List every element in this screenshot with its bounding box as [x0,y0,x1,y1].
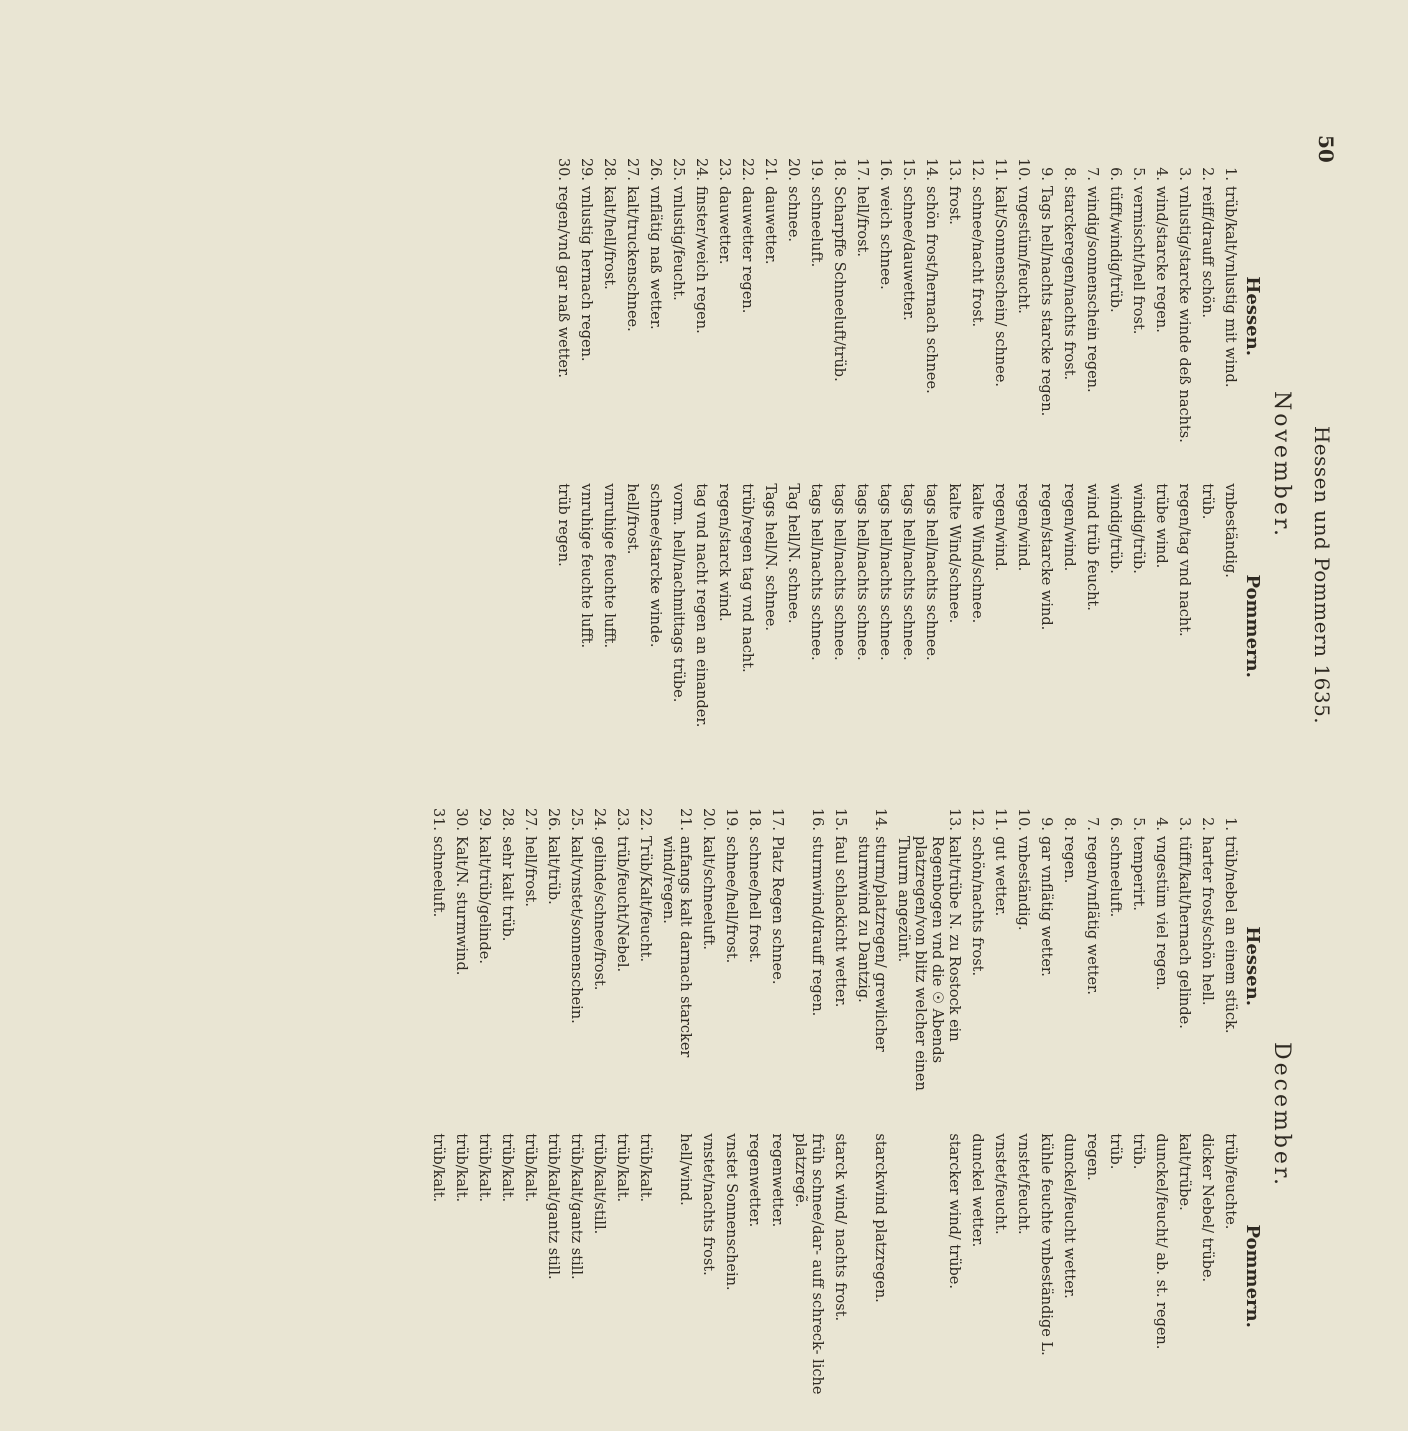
november-day-cell: 14. [923,157,939,181]
november-hessen-cell: regen/vnd gar naß wetter. [555,186,571,378]
december-hessen-cell: kalt/vnstet/sonnenschein. [568,836,584,1024]
november-pommern-cell: regen/wind. [1061,483,1077,572]
december-pommern-cell: dunckel/feucht/ ab. st. regen. [1153,1133,1169,1350]
november-row [669,155,686,775]
november-day-cell: 9. [1038,167,1054,181]
december-row [1129,805,1146,1425]
december-hessen-cell: regen/vnflätig wetter. [1084,836,1100,995]
december-row [1175,805,1192,1425]
november-pommern-cell: tag vnd nacht regen an einander. [693,483,709,728]
november-pommern-cell: tags hell/nachts schnee. [923,483,939,661]
november-title: November. [1269,391,1294,539]
november-pommern-cell: regen/tag vnd nacht. [1176,483,1192,637]
december-column-heads [1242,805,1263,1425]
december-row [991,805,1008,1425]
december-pommern-cell: starckwind platzregen. [872,1133,888,1303]
december-row [745,805,762,1425]
december-day-cell: 30. [453,807,469,831]
november-day-cell: 30. [555,157,571,181]
december-title: December. [1269,1041,1294,1189]
december-row [1221,805,1238,1425]
november-hessen-cell: windig/sonnenschein regen. [1084,186,1100,393]
december-hessen-cell: schneeluft. [1107,836,1123,918]
rotated-page [54,115,1354,1395]
page-number: 50 [1314,135,1338,163]
november-pommern-cell: wind trüb feucht. [1084,483,1100,611]
november-row [784,155,801,775]
november-hessen-cell: schnee. [785,186,801,243]
december-row [452,805,469,1425]
november-section [548,155,1294,775]
december-hessen-cell: schneeluft. [430,836,446,918]
november-hessen-cell: schön frost/hernach schnee. [923,186,939,394]
december-rows [429,805,1238,1425]
december-day-cell: 23. [614,807,630,831]
december-hessen-cell: kalt/schneeluft. [700,836,716,950]
december-hessen-cell: gelinde/schnee/frost. [591,836,607,991]
december-day-cell: 9. [1038,817,1054,831]
november-row [623,155,640,775]
december-day-cell: 6. [1107,817,1123,831]
november-hessen-cell: Scharpffe Schneeluft/trüb. [831,186,847,382]
december-row [659,805,693,1425]
december-row [1060,805,1077,1425]
december-day-cell: 16. [809,807,825,831]
december-pommern-cell: vnstet Sonnenschein. [723,1133,739,1291]
december-row [1083,805,1100,1425]
december-hessen-cell: kalt/trübe N. zu Rostock ein Regenbogen vnd die ☉ Abends platzregen/von blitz welcher einen Thurm angezünt. [895,836,962,1091]
december-pommern-head: Pommern. [1242,1224,1263,1328]
november-row [807,155,824,775]
december-hessen-cell: Kalt/N. sturmwind. [453,836,469,976]
november-hessen-cell: kalt/Sonnenschein/ schnee. [992,186,1008,388]
december-pommern-cell: regenwetter. [746,1133,762,1228]
november-day-cell: 10. [1015,157,1031,181]
november-hessen-cell: kalt/truckenschnee. [624,186,640,332]
december-pommern-cell: trüb/kalt/gantz still. [568,1133,584,1280]
december-day-cell: 17. [769,807,785,831]
november-day-cell: 6. [1107,167,1123,181]
december-row [699,805,716,1425]
november-row [853,155,870,775]
november-hessen-cell: frost. [946,186,962,225]
december-hessen-head: Hessen. [1242,926,1263,1006]
december-pommern-cell: trüb. [1130,1133,1146,1170]
november-row [1083,155,1100,775]
november-hessen-cell: vnlustig/feucht. [670,186,686,301]
november-pommern-cell: Tag hell/N. schnee. [785,483,801,624]
december-day-cell: 25. [568,807,584,831]
november-hessen-cell: schnee/dauwetter. [900,186,916,321]
november-hessen-cell: dauwetter regen. [739,186,755,314]
november-row [945,155,962,775]
november-day-cell: 16. [877,157,893,181]
november-pommern-cell: tags hell/nachts schnee. [900,483,916,661]
december-pommern-cell: trüb/kalt. [430,1133,446,1203]
december-row [636,805,653,1425]
november-row [715,155,732,775]
november-pommern-cell: regen/starck wind. [716,483,732,622]
november-day-cell: 19. [808,157,824,181]
november-hessen-cell: reiff/drauff schön. [1199,186,1215,319]
december-hessen-cell: harter frost/schön hell. [1199,836,1215,1006]
december-pommern-cell: regenwetter. [769,1133,785,1228]
november-hessen-cell: hell/frost. [854,186,870,257]
december-pommern-cell: trüb. [1107,1133,1123,1170]
december-hessen-cell: trüb/feucht/Nebel. [614,836,630,973]
december-row [567,805,584,1425]
november-day-cell: 23. [716,157,732,181]
november-hessen-cell: dauwetter. [716,186,732,265]
december-row [1106,805,1123,1425]
november-row [876,155,893,775]
december-row [1037,805,1054,1425]
november-row [1129,155,1146,775]
december-row [791,805,825,1425]
november-pommern-cell: vnbeständig. [1222,483,1238,578]
november-hessen-cell: schnee/nacht frost. [969,186,985,328]
december-pommern-cell: trüb/kalt. [453,1133,469,1203]
november-day-cell: 13. [946,157,962,181]
november-day-cell: 21. [762,157,778,181]
november-day-cell: 28. [601,157,617,181]
november-row [1014,155,1031,775]
december-day-cell: 19. [723,807,739,831]
december-day-cell: 18. [746,807,762,831]
december-day-cell: 2. [1199,817,1215,831]
november-pommern-cell: hell/frost. [624,483,640,555]
december-pommern-cell: trüb/kalt. [499,1133,515,1203]
december-day-cell: 3. [1176,817,1192,831]
december-pommern-cell: starck wind/ nachts frost. [832,1133,848,1322]
november-day-cell: 29. [578,157,594,181]
november-pommern-cell: kalte Wind/schnee. [969,483,985,624]
november-pommern-cell: regen/wind. [1015,483,1031,572]
november-row [692,155,709,775]
november-day-cell: 25. [670,157,686,181]
december-hessen-cell: tüfft/kalt/hernach gelinde. [1176,836,1192,1029]
december-row [429,805,446,1425]
november-day-cell: 20. [785,157,801,181]
december-hessen-cell: trüb/nebel an einem stück. [1222,836,1238,1034]
november-hessen-cell: vnlustig hernach regen. [578,186,594,362]
november-hessen-cell: Tags hell/nachts starcke regen. [1038,186,1054,417]
december-row [894,805,962,1425]
november-hessen-head: Hessen. [1242,276,1263,356]
december-pommern-cell: vnstet/feucht. [992,1133,1008,1235]
november-hessen-cell: kalt/hell/frost. [601,186,617,290]
december-day-cell: 7. [1084,817,1100,831]
november-pommern-cell: tags hell/nachts schnee. [854,483,870,661]
november-row [1221,155,1238,775]
december-day-cell: 11. [992,807,1008,831]
december-hessen-cell: schnee/hell/frost. [723,836,739,964]
december-pommern-cell: früh schnee/dar- auff schreck- liche platzregẽ. [792,1133,825,1395]
december-row [498,805,515,1425]
november-day-cell: 2. [1199,167,1215,181]
december-pommern-cell: vnstet/nachts frost. [700,1133,716,1276]
november-day-cell: 24. [693,157,709,181]
november-day-cell: 5. [1130,167,1146,181]
december-day-cell: 22. [637,807,653,831]
november-day-cell: 4. [1153,167,1169,181]
november-pommern-cell: regen/wind. [992,483,1008,572]
november-pommern-cell: schnee/starcke winde. [647,483,663,648]
december-pommern-cell: trüb/kalt. [614,1133,630,1203]
november-pommern-cell: vorm. hell/nachmittags trübe. [670,483,686,703]
december-row [968,805,985,1425]
november-day-cell: 11. [992,157,1008,181]
november-row [1175,155,1192,775]
december-row [768,805,785,1425]
december-row [475,805,492,1425]
november-pommern-cell: regen/starcke wind. [1038,483,1054,631]
december-hessen-cell: regen. [1061,836,1077,884]
december-row [722,805,739,1425]
november-column-heads [1242,155,1263,775]
november-hessen-cell: trüb/kalt/vnlustig mit wind. [1222,186,1238,388]
november-hessen-cell: starckeregen/nachts frost. [1061,186,1077,381]
november-day-cell: 27. [624,157,640,181]
december-hessen-cell: gut wetter. [992,836,1008,917]
november-day-cell: 17. [854,157,870,181]
november-hessen-cell: finster/weich regen. [693,186,709,334]
november-pommern-cell: vnruhige feuchte lufft. [601,483,617,649]
december-pommern-cell: trüb/kalt. [476,1133,492,1203]
november-hessen-cell: vermischt/hell frost. [1130,186,1146,335]
november-pommern-cell: trüb regen. [555,483,571,567]
december-row [1014,805,1031,1425]
december-hessen-cell: schön/nachts frost. [969,836,985,977]
december-hessen-cell: temperirt. [1130,836,1146,911]
december-hessen-cell: Platz Regen schnee. [769,836,785,985]
november-hessen-cell: vnflätig naß wetter. [647,186,663,330]
december-hessen-cell: Trüb/Kalt/feucht. [637,836,653,963]
december-pommern-cell: kühle feuchte vnbeständige L. [1038,1133,1054,1356]
december-pommern-cell: hell/wind. [677,1133,693,1206]
november-day-cell: 15. [900,157,916,181]
november-pommern-cell: tags hell/nachts schnee. [877,483,893,661]
december-hessen-cell: sturmwind/drauff regen. [809,836,825,1017]
november-day-cell: 3. [1176,167,1192,181]
december-hessen-cell: anfangs kalt darnach starcker wind/regen. [660,836,693,1058]
december-pommern-cell: dunckel/feucht wetter. [1061,1133,1077,1299]
november-row [600,155,617,775]
november-pommern-cell: trüb. [1199,483,1215,520]
november-pommern-cell: trüb/regen tag vnd nacht. [739,483,755,673]
december-hessen-cell: vnbeständig. [1015,836,1031,931]
november-hessen-cell: vngestüm/feucht. [1015,186,1031,314]
december-day-cell: 13. [946,807,962,831]
december-day-cell: 5. [1130,817,1146,831]
november-row [1037,155,1054,775]
december-row [544,805,561,1425]
november-pommern-cell: vnruhige feuchte lufft. [578,483,594,649]
november-row [738,155,755,775]
december-row [521,805,538,1425]
november-pommern-cell: tags hell/nachts schnee. [831,483,847,661]
december-pommern-cell: trüb/feuchte. [1222,1133,1238,1230]
november-hessen-cell: wind/starcke regen. [1153,186,1169,333]
november-pommern-cell: Tags hell/N. schnee. [762,483,778,631]
december-day-cell: 1. [1222,817,1238,831]
december-row [613,805,630,1425]
december-pommern-cell: starcker wind/ trübe. [946,1133,962,1289]
november-row [554,155,571,775]
december-hessen-cell: kalt/trüb. [545,836,561,905]
december-pommern-cell: trüb/kalt. [637,1133,653,1203]
november-row [922,155,939,775]
december-row [590,805,607,1425]
december-day-cell: 21. [677,807,693,831]
november-day-cell: 18. [831,157,847,181]
november-day-cell: 12. [969,157,985,181]
december-hessen-cell: vngestüm viel regen. [1153,836,1169,991]
december-day-cell: 14. [872,807,888,831]
december-pommern-cell: dunckel wetter. [969,1133,985,1248]
december-pommern-cell: trüb/kalt. [522,1133,538,1203]
november-row [899,155,916,775]
november-hessen-cell: dauwetter. [762,186,778,265]
december-pommern-cell: kalt/trübe. [1176,1133,1192,1211]
november-hessen-cell: weich schnee. [877,186,893,290]
december-day-cell: 12. [969,807,985,831]
november-pommern-head: Pommern. [1242,574,1263,678]
december-section [423,805,1294,1425]
december-day-cell: 20. [700,807,716,831]
december-hessen-cell: sturm/platzregen/ grewlicher sturmwind zu Dantzig. [855,836,888,1052]
december-pommern-cell: regen. [1084,1133,1100,1181]
december-hessen-cell: hell/frost. [522,836,538,907]
december-hessen-cell: faul schlackicht wetter. [832,836,848,1008]
november-row [1060,155,1077,775]
december-day-cell: 15. [832,807,848,831]
november-pommern-cell: trübe wind. [1153,483,1169,569]
november-row [1152,155,1169,775]
november-row [991,155,1008,775]
december-day-cell: 10. [1015,807,1031,831]
november-day-cell: 26. [647,157,663,181]
november-day-cell: 7. [1084,167,1100,181]
december-day-cell: 29. [476,807,492,831]
november-row [1198,155,1215,775]
november-pommern-cell: windig/trüb. [1130,483,1146,574]
december-day-cell: 4. [1153,817,1169,831]
november-day-cell: 8. [1061,167,1077,181]
december-hessen-cell: gar vnflätig wetter. [1038,836,1054,977]
november-pommern-cell: kalte Wind/schnee. [946,483,962,624]
november-day-cell: 1. [1222,167,1238,181]
november-pommern-cell: windig/trüb. [1107,483,1123,574]
november-row [577,155,594,775]
november-row [761,155,778,775]
november-day-cell: 22. [739,157,755,181]
december-row [854,805,888,1425]
december-day-cell: 26. [545,807,561,831]
december-pommern-cell: vnstet/feucht. [1015,1133,1031,1235]
november-hessen-cell: vnlustig/starcke winde deß nachts. [1176,186,1192,443]
november-rows [554,155,1238,775]
december-day-cell: 8. [1061,817,1077,831]
december-hessen-cell: kalt/trüb/gelinde. [476,836,492,964]
december-row [831,805,848,1425]
november-row [646,155,663,775]
december-pommern-cell: dicker Nebel/ trübe. [1199,1133,1215,1283]
running-head: Hessen und Pommern 1635. [1310,425,1334,725]
december-pommern-cell: trüb/kalt/gantz still. [545,1133,561,1280]
december-row [1152,805,1169,1425]
november-row [830,155,847,775]
december-day-cell: 28. [499,807,515,831]
december-pommern-cell: trüb/kalt/still. [591,1133,607,1235]
november-hessen-cell: schneeluft. [808,186,824,268]
december-hessen-cell: sehr kalt trüb. [499,836,515,942]
november-row [968,155,985,775]
december-hessen-cell: schnee/hell frost. [746,836,762,963]
december-day-cell: 27. [522,807,538,831]
november-hessen-cell: tüfft/windig/trüb. [1107,186,1123,313]
december-day-cell: 31. [430,807,446,831]
december-day-cell: 24. [591,807,607,831]
november-row [1106,155,1123,775]
december-row [1198,805,1215,1425]
november-pommern-cell: tags hell/nachts schnee. [808,483,824,661]
